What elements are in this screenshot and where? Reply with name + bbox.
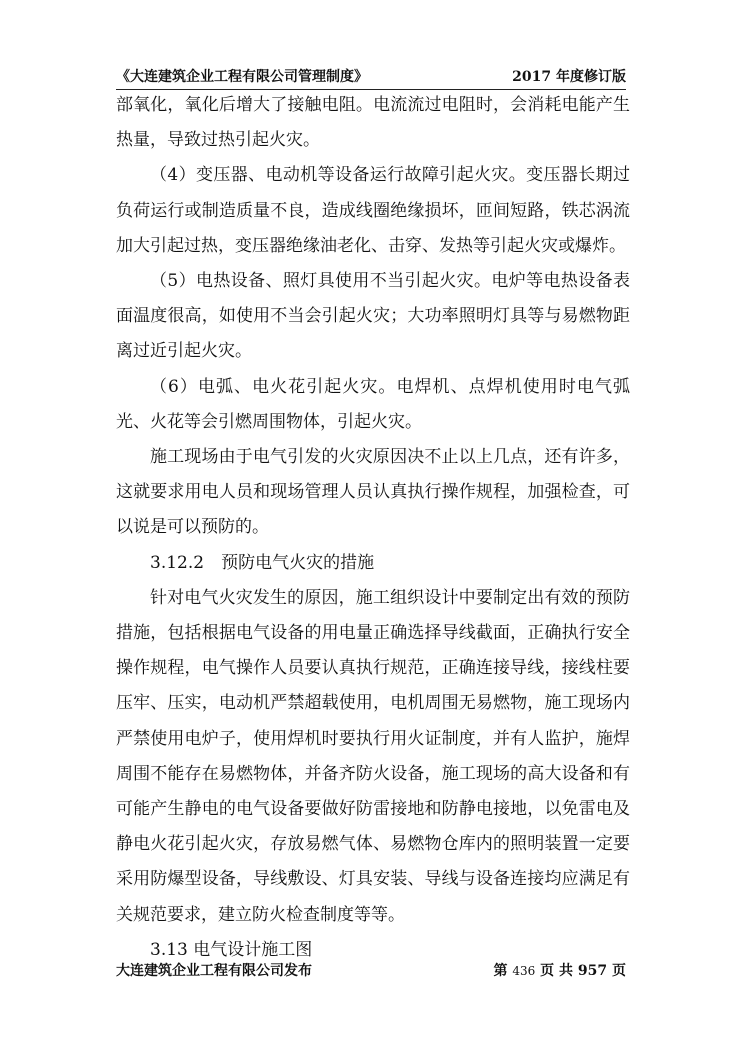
- paragraph: 针对电气火灾发生的原因，施工组织设计中要制定出有效的预防措施，包括根据电气设备的用电量正确选择导线截面，正确执行安全操作规程，电气操作人员要认真执行规范，正确连接导线，接线柱要压牢、压实，电动机严禁超载使用，电机周围无易燃物，施工现场内严禁使用电炉子，使用焊机时要执行用火证制度，并有人监护，施焊周围不能存在易燃物体，并备齐防火设备，施工现场的高大设备和有可能产生静电的电气设备要做好防雷接地和防静电接地，以免雷电及静电火花引起火灾，存放易燃气体、易燃物仓库内的照明装置一定要采用防爆型设备，导线敷设、灯具安装、导线与设备连接均应满足有关规范要求，建立防火检查制度等等。: [116, 587, 630, 925]
- section-heading: 3.12.2 预防电气火灾的措施: [150, 552, 375, 573]
- current-page: 436: [512, 964, 536, 978]
- paragraph: （5）电热设备、照灯具使用不当引起火灾。电炉等电热设备表面温度很高，如使用不当会引起火灾；大功率照明灯具等与易燃物距离过近引起火灾。: [116, 271, 630, 362]
- publisher-label: 大连建筑企业工程有限公司发布: [116, 963, 312, 979]
- edition-label: 2017 年度修订版: [512, 69, 626, 85]
- paragraph: （4）变压器、电动机等设备运行故障引起火灾。变压器长期过负荷运行或制造质量不良，造成线圈绝缘损坏，匝间短路，铁芯涡流加大引起过热，变压器绝缘油老化、击穿、发热等引起火灾或爆炸。: [116, 165, 630, 256]
- paragraph: （6）电弧、电火花引起火灾。电焊机、点焊机使用时电气弧光、火花等会引燃周围物体，引起火灾。: [116, 376, 630, 432]
- document-title: 《大连建筑企业工程有限公司管理制度》: [116, 69, 368, 85]
- page-number: 第 436 页 共 957 页: [493, 963, 626, 979]
- section-heading: 3.13 电气设计施工图: [150, 939, 313, 960]
- document-body: [116, 88, 630, 968]
- page-footer: [116, 961, 626, 979]
- paragraph: 施工现场由于电气引发的火灾原因决不止以上几点，还有许多，这就要求用电人员和现场管理人员认真执行操作规程，加强检查，可以说是可以预防的。: [116, 447, 630, 538]
- paragraph: 部氧化，氧化后增大了接触电阻。电流流过电阻时，会消耗电能产生热量，导致过热引起火灾。: [116, 95, 630, 151]
- total-pages: 957: [577, 963, 608, 979]
- page-header: [116, 67, 626, 90]
